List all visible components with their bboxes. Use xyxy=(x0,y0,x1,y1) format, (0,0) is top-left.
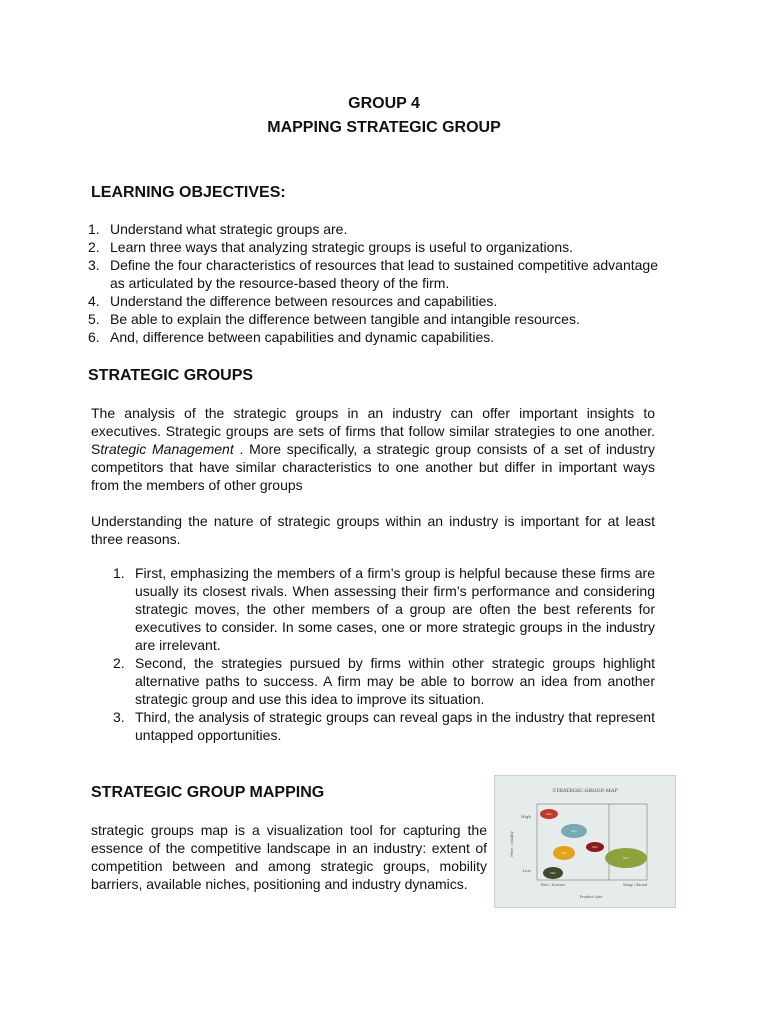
reason-item xyxy=(113,708,655,744)
objective-number: 3. xyxy=(88,257,100,273)
objective-number: 4. xyxy=(88,293,100,309)
reason-item xyxy=(113,654,655,708)
reasons-intro-paragraph: Understanding the nature of strategic groups within an industry is important for at least three reasons. xyxy=(91,513,655,547)
objective-number: 1. xyxy=(88,221,100,237)
x-tick-left: Few / Narrow xyxy=(540,883,566,887)
reason-text: Second, the strategies pursued by firms within other strategic groups highlight alternative paths to success. A firm may be able to borrow an idea from another strategic group and use this idea to improve its situation. xyxy=(135,655,655,707)
document-title-line2: MAPPING STRATEGIC GROUP xyxy=(267,119,501,136)
objective-item xyxy=(88,292,658,310)
figure-title: STRATEGIC GROUP MAP xyxy=(552,788,618,794)
strategic-groups-heading: STRATEGIC GROUPS xyxy=(88,367,254,384)
x-axis-label: Product Line xyxy=(579,895,603,899)
source-title: trategic Management xyxy=(100,441,234,457)
learning-objectives-list xyxy=(88,220,658,346)
reason-text: First, emphasizing the members of a firm’s group is helpful because these firms are usually its closest rivals. When assessing their firm’s performance and considering strategic moves, the other members of a group are often the best referents for executives to consider. In some cases, one or more strategic groups in the industry are irrelevant. xyxy=(135,565,655,653)
objective-item xyxy=(88,328,658,346)
bubble-label: Firm xyxy=(571,830,577,833)
map-bubbles xyxy=(540,809,647,879)
y-tick-low: Low xyxy=(522,868,531,873)
paragraph-text: The analysis of the strategic groups in an industry can offer important insights to executives. Strategic groups are sets of firms that follow similar strategies to one another. S xyxy=(91,405,655,457)
objective-item xyxy=(88,310,658,328)
objective-number: 6. xyxy=(88,329,100,345)
bubble-label: Firm xyxy=(623,857,629,860)
objective-text: Understand the difference between resources and capabilities. xyxy=(110,293,498,309)
strategic-group-map-figure xyxy=(494,775,676,908)
objective-text: Be able to explain the difference between tangible and intangible resources. xyxy=(110,311,580,327)
objective-item xyxy=(88,238,658,256)
bubble-label: Firm xyxy=(550,872,556,875)
objective-text: And, difference between capabilities and dynamic capabilities. xyxy=(110,329,495,345)
bubble-label: Firm xyxy=(546,813,552,816)
paragraph-text: . More specifically, a strategic group consists of a set of industry competitors that have similar characteristics to one another but differ in important ways from the members of other groups xyxy=(91,441,655,493)
objective-text: Define the four characteristics of resources that lead to sustained competitive advantage as articulated by the resource-based theory of the firm. xyxy=(110,257,658,291)
strategic-groups-paragraph xyxy=(91,404,655,494)
strategic-group-mapping-heading: STRATEGIC GROUP MAPPING xyxy=(91,784,325,801)
objective-item xyxy=(88,256,658,292)
objective-text: Understand what strategic groups are. xyxy=(110,221,348,237)
reason-text: Third, the analysis of strategic groups can reveal gaps in the industry that represent untapped opportunities. xyxy=(135,709,655,743)
mapping-paragraph: strategic groups map is a visualization tool for capturing the essence of the competitive landscape in an industry: extent of competition between and among strategic groups, mobility barriers, available niches, positioning and industry dynamics. xyxy=(91,822,487,892)
reason-item xyxy=(113,564,655,654)
reason-number: 1. xyxy=(113,565,125,581)
y-axis-label: Price / Quality xyxy=(510,831,514,857)
reason-number: 3. xyxy=(113,709,125,725)
bubble-label: Firm xyxy=(592,846,598,849)
y-tick-high: High xyxy=(521,814,531,819)
learning-objectives-heading: LEARNING OBJECTIVES: xyxy=(91,184,286,201)
objective-item xyxy=(88,220,658,238)
document-title-line1: GROUP 4 xyxy=(348,95,420,112)
reason-number: 2. xyxy=(113,655,125,671)
bubble-label: Firm xyxy=(561,852,567,855)
objective-number: 5. xyxy=(88,311,100,327)
x-tick-right: Many / Broad xyxy=(623,883,647,887)
objective-text: Learn three ways that analyzing strategic groups is useful to organizations. xyxy=(110,239,574,255)
reasons-list xyxy=(113,564,655,744)
objective-number: 2. xyxy=(88,239,100,255)
strategic-group-map-svg xyxy=(495,776,675,907)
